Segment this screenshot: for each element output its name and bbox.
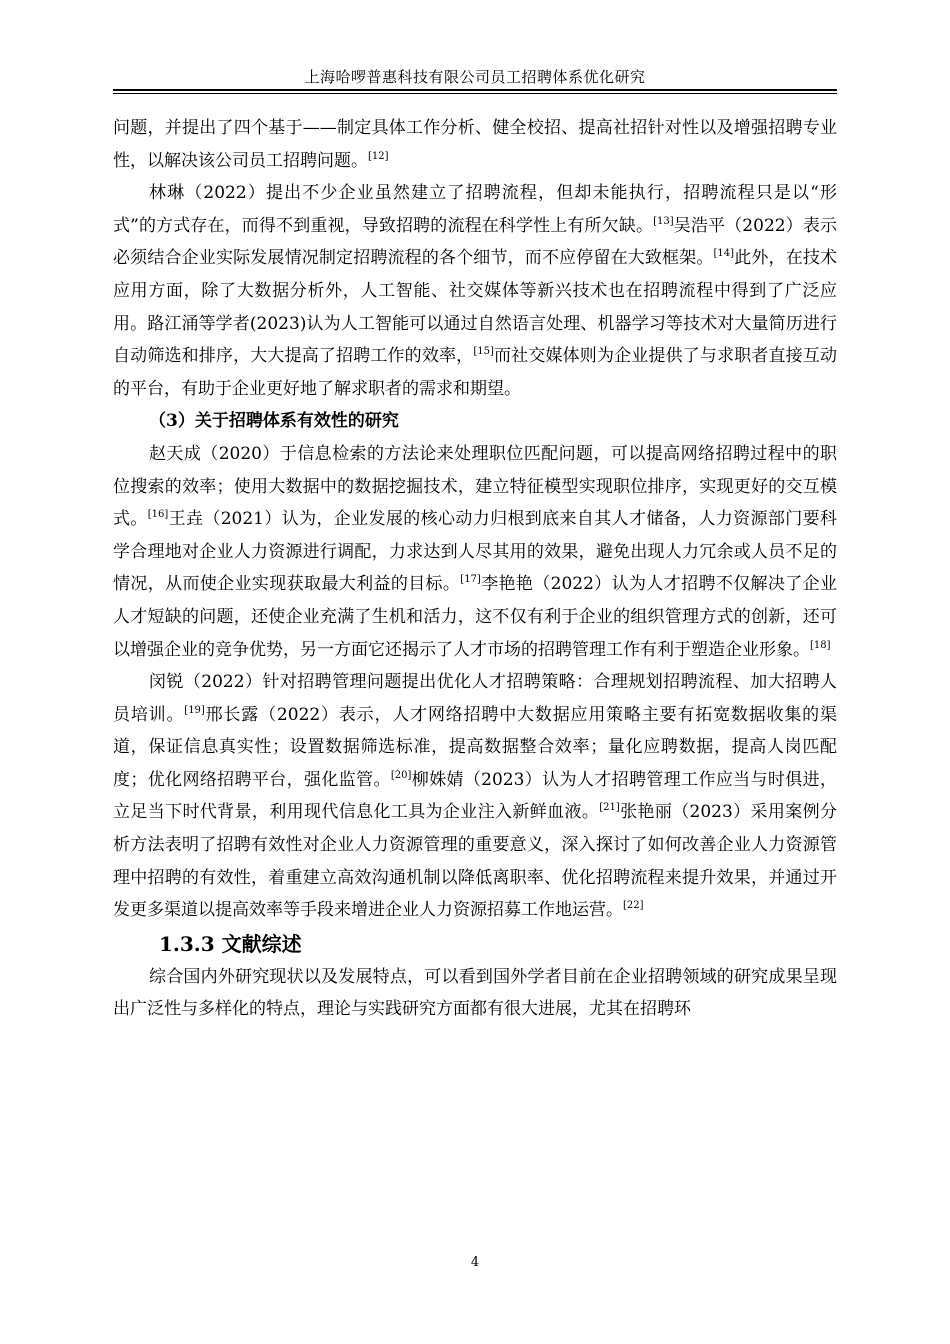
running-header: 上海哈啰普惠科技有限公司员工招聘体系优化研究 <box>304 68 646 86</box>
citation-21: [21] <box>599 802 620 814</box>
citation-12: [12] <box>368 150 389 162</box>
paragraph-3-text-2: 王垚（2021）认为，企业发展的核心动力归根到底来自其人才储备，人力资源部门要科学合理地对企业人力资源进行调配，力求达到人尽其用的效果，避免出现人力冗余或人员不足的情况，从而使企业实现获取最大利益的目标。 <box>113 509 838 595</box>
paragraph-5-text: 综合国内外研究现状以及发展特点，可以看到国外学者目前在企业招聘领域的研究成果呈现出广泛性与多样化的特点，理论与实践研究方面都有很大进展，尤其在招聘环 <box>113 966 837 1020</box>
citation-22: [22] <box>623 900 644 912</box>
paragraph-2-text-4: 而社交媒体则为企业提供了与求职者直接互动的平台，有助于企业更好地了解求职者的需求和期望。 <box>113 346 837 399</box>
paragraph-5 <box>113 961 837 1026</box>
paragraph-1-text: 问题，并提出了四个基于——制定具体工作分析、健全校招、提高社招针对性以及增强招聘专业性，以解决该公司员工招聘问题。 <box>113 118 837 171</box>
header-rule-thin <box>113 93 837 94</box>
paragraph-4-text-1: 闵锐（2022）针对招聘管理问题提出优化人才招聘策略：合理规划招聘流程、加大招聘人员培训。 <box>113 672 837 725</box>
subheading-recruitment-effectiveness: （3）关于招聘体系有效性的研究 <box>149 411 399 432</box>
paragraph-3 <box>113 438 837 666</box>
paragraph-3-text-3: 李艳艳（2022）认为人才招聘不仅解决了企业人才短缺的问题，还使企业充满了生机和活力，这不仅有利于企业的组织管理方式的创新，还可以增强企业的竞争优势，另一方面它还揭示了人才市场的招聘管理工作有利于塑造企业形象。 <box>113 574 838 660</box>
paragraph-2-text-3: 此外，在技术应用方面，除了大数据分析外，人工智能、社交媒体等新兴技术也在招聘流程中得到了广泛应用。路江涌等学者(2023)认为人工智能可以通过自然语言处理、机器学习等技术对大量简历进行自动筛选和排序，大大提高了招聘工作的效率， <box>113 248 838 367</box>
paragraph-4-text-4: 张艳丽（2023）采用案例分析方法表明了招聘有效性对企业人力资源管理的重要意义，深入探讨了如何改善企业人力资源管理中招聘的有效性，着重建立高效沟通机制以降低离职率、优化招聘流程来提升效果，并通过开发更多渠道以提高效率等手段来增进企业人力资源招募工作地运营。 <box>113 802 838 921</box>
paragraph-4-text-3: 柳姝婧（2023）认为人才招聘管理工作应当与时俱进，立足当下时代背景，利用现代信息化工具为企业注入新鲜血液。 <box>113 769 837 823</box>
header-rule-thick <box>113 89 837 91</box>
citation-17: [17] <box>460 574 481 586</box>
section-heading-1-3-3: 1.3.3 文献综述 <box>159 931 302 956</box>
paragraph-2 <box>113 177 837 405</box>
paragraph-2-text-2: 吴浩平（2022）表示必须结合企业实际发展情况制定招聘流程的各个细节，而不应停留在大致框架。 <box>113 215 837 269</box>
paragraph-1 <box>113 112 837 177</box>
citation-20: [20] <box>390 769 412 781</box>
page-body <box>113 112 837 1026</box>
citation-16: [16] <box>147 509 169 521</box>
citation-13: [13] <box>653 215 674 227</box>
citation-19: [19] <box>184 704 205 716</box>
paragraph-2-text-1: 林琳（2022）提出不少企业虽然建立了招聘流程，但却未能执行，招聘流程只是以“形式”的方式存在，而得不到重视，导致招聘的流程在科学性上有所欠缺。 <box>113 183 837 236</box>
citation-14: [14] <box>713 248 735 260</box>
paragraph-4-text-2: 邢长露（2022）表示，人才网络招聘中大数据应用策略主要有拓宽数据收集的渠道，保证信息真实性；设置数据筛选标准，提高数据整合效率；量化应聘数据，提高人岗匹配度；优化网络招聘平台，强化监管。 <box>113 704 838 790</box>
page-number: 4 <box>470 1255 480 1270</box>
paragraph-3-text-1: 赵天成（2020）于信息检索的方法论来处理职位匹配问题，可以提高网络招聘过程中的职位搜索的效率；使用大数据中的数据挖掘技术，建立特征模型实现职位排序，实现更好的交互模式。 <box>113 443 837 530</box>
citation-18: [18] <box>810 639 831 651</box>
citation-15: [15] <box>473 346 494 358</box>
paragraph-4 <box>113 666 837 927</box>
